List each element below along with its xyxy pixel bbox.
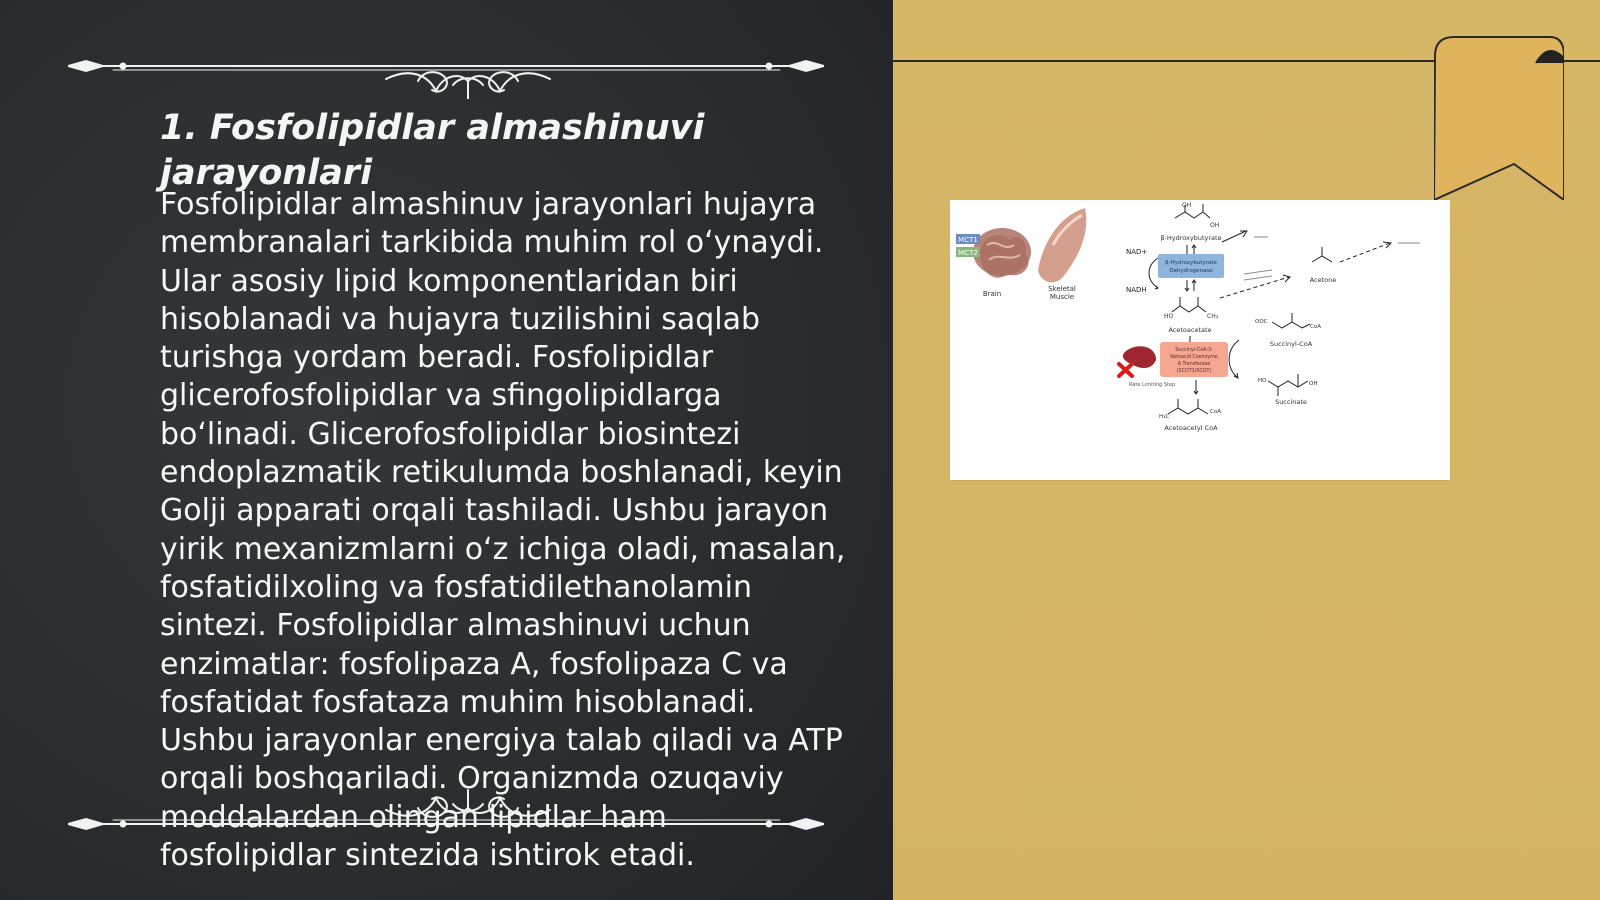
skeletal-label-1: Skeletal — [1048, 285, 1076, 293]
acetoacetate-label: Acetoacetate — [1168, 326, 1212, 334]
succinate-label: Succinate — [1275, 398, 1307, 406]
h3c-label: H₃C — [1159, 414, 1170, 420]
mct2-label: MCT2 — [958, 249, 978, 257]
transferase-line-4: (SCOT1/SCOT) — [1176, 369, 1212, 374]
skeletal-label-2: Muscle — [1049, 293, 1075, 301]
dehydrogenase-enzyme-box — [1158, 254, 1224, 278]
nadh-label: NADH — [1126, 286, 1147, 294]
oh-label-succinate: OH — [1309, 381, 1318, 387]
slide-title-line-2: jarayonlari — [160, 153, 373, 193]
ooc-label: OOC — [1255, 319, 1268, 325]
acetone-structure — [1312, 247, 1332, 262]
liver-illustration — [1119, 346, 1156, 376]
hydroxybutyrate-structure — [1175, 204, 1210, 218]
rate-limiting-label: Rate Limiting Step — [1129, 382, 1176, 388]
slide-title-line-1: 1. Fosfolipidlar almashinuvi — [160, 108, 705, 148]
oh-label-top-right: OH — [1210, 222, 1220, 229]
bottom-ornamental-divider — [68, 780, 824, 834]
acetoacetyl-coa-structure — [1168, 399, 1208, 414]
coa-label-succinyl: CoA — [1310, 324, 1321, 330]
skeletal-muscle-illustration — [1038, 208, 1086, 282]
acetoacetate-structure — [1172, 297, 1206, 312]
slide-body-text: Fosfolipidlar almashinuv jarayonlari hujayra membranalari tarkibida muhim rol o‘ynaydi. Ular asosiy lipid komponentlaridan biri hisoblanadi va hujayra tuzilishini saqlab turishga yordam beradi. Fosfolipidlar glicerofosfolipidlar va sfingolipidlarga bo‘linadi. Glicerofosfolipidlar biosintezi endoplazmatik retikulumda boshlanadi, keyin Golji apparati orqali tashiladi. Ushbu jarayon yirik mexanizmlarni o‘z ichiga oladi, masalan, fosfatidilxoling va fosfatidilethanolamin sintezi. Fosfolipidlar almashinuvi uchun enzimatlar: fosfolipaza A, fosfolipaza C va fosfatidat fosfataza muhim hisoblanadi. Ushbu jarayonlar energiya talab qiladi va ATP orqali boshqariladi. Organizmda ozuqaviy moddalardan olingan lipidlar ham fosfolipidlar sintezida ishtirok etadi. — [160, 187, 846, 874]
brain-illustration — [973, 228, 1031, 278]
transferase-line-3: A Transferase — [1177, 362, 1211, 367]
mct1-label: MCT1 — [958, 236, 978, 244]
nad-plus-label: NAD+ — [1126, 248, 1148, 256]
enzyme-line-2: Dehydrogenase — [1169, 268, 1213, 274]
hydroxybutyrate-label: β-Hydroxybutyrate — [1160, 234, 1222, 242]
brain-label: Brain — [982, 290, 1002, 298]
ketone-metabolism-diagram — [950, 200, 1450, 480]
top-ornamental-divider — [68, 45, 824, 99]
transferase-line-1: Succinyl-CoA:3- — [1175, 348, 1213, 353]
transferase-line-2: Ketoacid Coenzyme — [1170, 355, 1218, 360]
ketone-metabolism-diagram-image — [950, 200, 1450, 480]
succinate-structure — [1268, 374, 1308, 396]
coa-label-acetoacetyl: CoA — [1210, 409, 1221, 415]
oh-label-top-left: OH — [1182, 202, 1192, 209]
red-x-icon — [1119, 364, 1132, 376]
bookmark-ribbon — [1434, 36, 1564, 200]
succinyl-coa-label: Succinyl-CoA — [1269, 340, 1313, 348]
ho-label-acetoacetate: HO — [1164, 313, 1174, 320]
acetone-label: Acetone — [1309, 276, 1337, 284]
ch3-label: CH₃ — [1207, 313, 1219, 320]
succinyl-coa-structure — [1272, 313, 1310, 328]
enzyme-line-1: β-Hydroxybutyrate — [1165, 260, 1217, 266]
acetoacetyl-coa-label: Acetoacetyl CoA — [1164, 424, 1218, 432]
ho-label-succinate: HO — [1258, 378, 1267, 384]
slide-title — [160, 106, 780, 196]
